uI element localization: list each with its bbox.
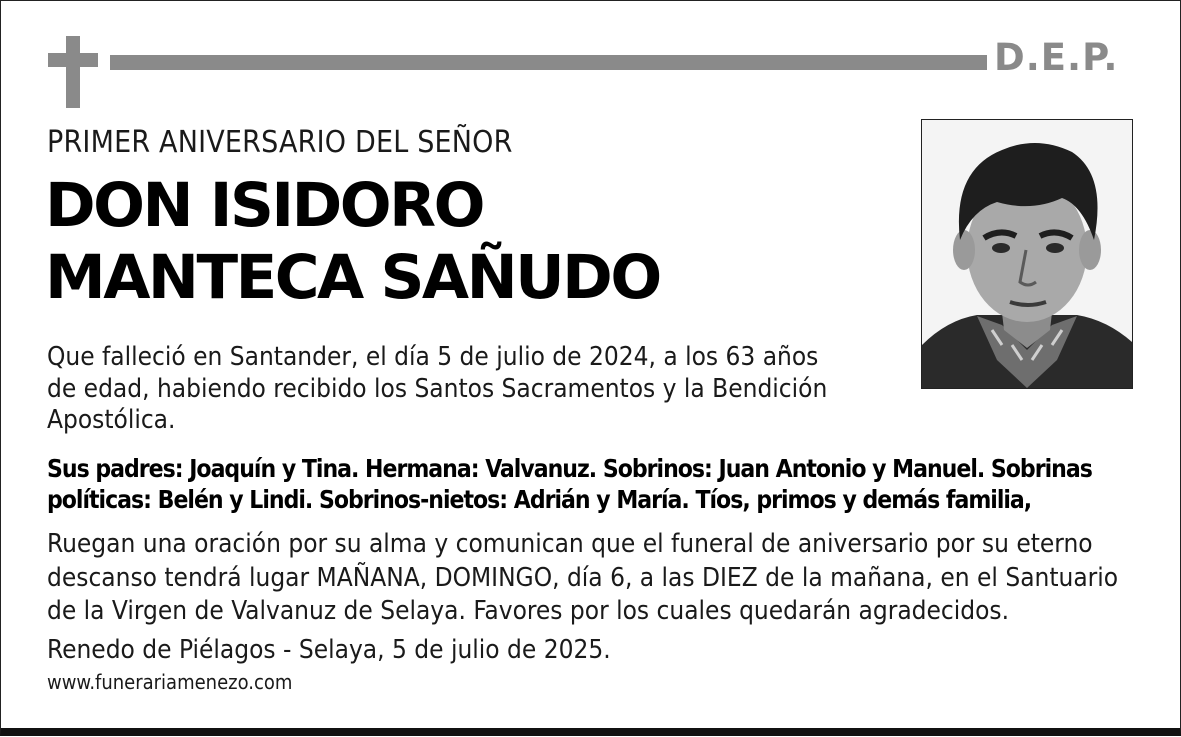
deceased-name [45, 170, 660, 314]
funeral-details: Ruegan una oración por su alma y comunican que el funeral de aniversario por su eterno descanso tendrá lugar MAÑANA, DOMINGO, día 6, a las DIEZ de la mañana, en el Santuario de la Virgen de Valvanuz de Selaya. Favores por los cuales quedarán agradecidos. [47, 529, 1119, 626]
name-line-1: DON ISIDORO [45, 170, 483, 241]
name-line-2: MANTECA SAÑUDO [45, 242, 660, 313]
notice-subtitle: PRIMER ANIVERSARIO DEL SEÑOR [47, 125, 513, 160]
portrait-photo [921, 119, 1133, 389]
header-rule [110, 55, 987, 70]
dep-label: D.E.P. [994, 36, 1119, 79]
family-list: Sus padres: Joaquín y Tina. Hermana: Valvanuz. Sobrinos: Juan Antonio y Manuel. Sobrinas políticas: Belén y Lindi. Sobrinos-nietos: Adrián y María. Tíos, primos y demás familia, [47, 454, 1092, 514]
death-details: Que falleció en Santander, el día 5 de julio de 2024, a los 63 años de edad, habiendo recibido los Santos Sacramentos y la Bendición Apostólica. [47, 342, 828, 435]
website-link[interactable]: www.funerariamenezo.com [47, 670, 293, 694]
portrait-icon [922, 120, 1132, 388]
place-and-date: Renedo de Piélagos - Selaya, 5 de julio de 2025. [47, 635, 611, 665]
